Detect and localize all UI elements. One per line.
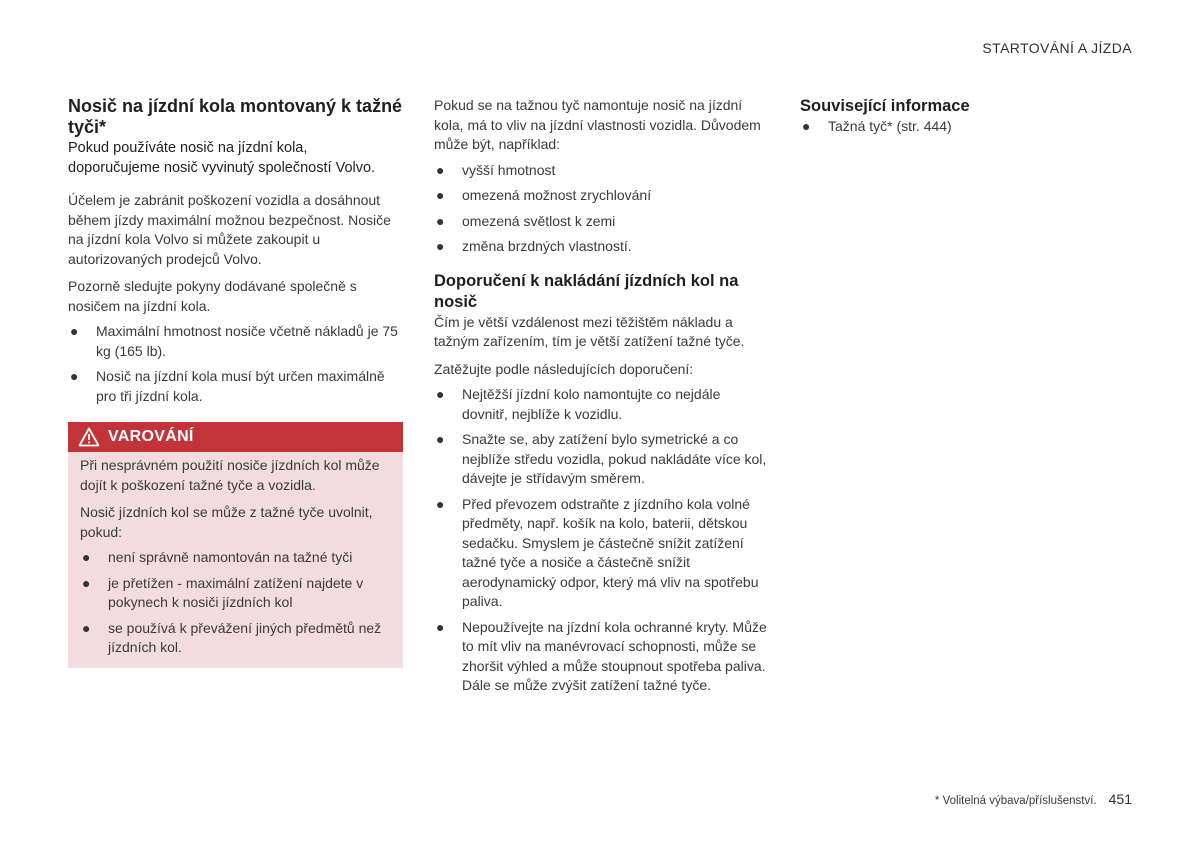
bullet-icon: ●: [436, 161, 445, 178]
bullet-list: [434, 385, 769, 696]
related-link[interactable]: ● Tažná tyč* (str. 444): [800, 117, 1135, 137]
bullet-list: [434, 161, 769, 257]
section-header: STARTOVÁNÍ A JÍZDA: [982, 40, 1132, 56]
page-footer: [935, 791, 1132, 807]
list-item: ● se používá k převážení jiných předmětů než jízdních kol.: [82, 619, 382, 655]
warning-header: [68, 422, 403, 452]
related-links-list: [800, 117, 1135, 137]
bullet-icon: ●: [436, 212, 445, 229]
warning-paragraph: Nosič jízdních kol se může z tažné tyče uvolnit, pokud:: [80, 504, 373, 540]
list-item: ● omezená možnost zrychlování: [434, 186, 769, 206]
column-middle: [434, 96, 769, 696]
page-title: Nosič na jízdní kola montovaný k tažné tyči*: [68, 96, 403, 137]
list-item: ● omezená světlost k zemi: [434, 212, 769, 232]
bullet-icon: ●: [436, 187, 445, 203]
warning-title: VAROVÁNÍ: [108, 428, 194, 445]
related-info-heading: Související informace: [800, 97, 970, 115]
bullet-icon: ●: [436, 238, 445, 254]
warning-body: [68, 452, 403, 658]
bullet-icon: ●: [70, 368, 79, 384]
list-item: ● změna brzdných vlastností.: [434, 237, 769, 257]
list-item: ● není správně namontován na tažné tyči: [80, 548, 393, 568]
list-item: ● Maximální hmotnost nosiče včetně nákladů je 75 kg (165 lb).: [70, 323, 398, 359]
list-item: ● Nepoužívejte na jízdní kola ochranné kryty. Může to mít vliv na manévrovací schopnosti, může se zhoršit výhled a může stoupnout spotřeba paliva. Dále se může zvýšit zatížení tažné tyče.: [436, 618, 767, 693]
bullet-icon: ●: [802, 118, 811, 134]
warning-paragraph: Při nesprávném použití nosiče jízdních kol může dojít k poškození tažné tyče a vozidla.: [80, 457, 380, 493]
warning-bullet-list: [80, 548, 393, 658]
body-paragraph: Pokud se na tažnou tyč namontuje nosič na jízdní kola, má to vliv na jízdní vlastnosti vozidla. Důvodem může být, například:: [434, 97, 761, 152]
bullet-icon: ●: [436, 386, 445, 402]
bullet-icon: ●: [436, 618, 445, 635]
section-heading: Doporučení k nakládání jízdních kol na nosič: [434, 271, 739, 311]
list-item: ● Nejtěžší jízdní kolo namontujte co nejdále dovnitř, nejblíže k vozidlu.: [436, 386, 721, 422]
footnote: * Volitelná výbava/příslušenství.: [934, 795, 1097, 807]
bullet-icon: ●: [436, 495, 445, 512]
column-left: [68, 96, 403, 668]
body-paragraph: Zatěžujte podle následujících doporučení:: [434, 360, 694, 377]
list-item: ● Nosič na jízdní kola musí být určen maximálně pro tři jízdní kola.: [70, 368, 385, 404]
warning-triangle-icon: [78, 427, 100, 447]
bullet-list: [68, 322, 403, 406]
list-item: ● Snažte se, aby zatížení bylo symetrické a co nejblíže středu vozidla, pokud nakládáte více kol, dávejte je střídavým směrem.: [436, 431, 767, 486]
bullet-icon: ●: [82, 619, 91, 636]
list-item: ● je přetížen - maximální zatížení najdete v pokynech k nosiči jízdních kol: [82, 574, 364, 610]
warning-box: [68, 422, 403, 668]
page-number: 451: [1108, 791, 1132, 807]
body-paragraph: Účelem je zabránit poškození vozidla a dosáhnout během jízdy maximální možnou bezpečnost. Nosiče na jízdní kola Volvo si můžete zakoupit u autorizovaných prodejců Volvo.: [68, 192, 391, 267]
bullet-icon: ●: [82, 549, 91, 565]
list-item: ● Před převozem odstraňte z jízdního kola volné předměty, např. košík na kolo, baterii, dětskou sedačku. Smyslem je částečně snížit zatížení tažné tyče a nosiče a částečně snížit aerodynamický odpor, který má vliv na spotřebu paliva.: [436, 495, 759, 609]
body-paragraph: Čím je větší vzdálenost mezi těžištěm nákladu a tažným zařízením, tím je větší zatížení tažné tyče.: [434, 313, 745, 349]
bullet-icon: ●: [82, 574, 91, 591]
bullet-icon: ●: [436, 431, 445, 447]
list-item: ● vyšší hmotnost: [434, 161, 769, 181]
column-right: [800, 96, 1135, 137]
lead-paragraph: Pokud používáte nosič na jízdní kola, doporučujeme nosič vyvinutý společností Volvo.: [68, 140, 376, 176]
body-paragraph: Pozorně sledujte pokyny dodávané společně s nosičem na jízdní kola.: [68, 278, 357, 314]
bullet-icon: ●: [70, 323, 79, 339]
